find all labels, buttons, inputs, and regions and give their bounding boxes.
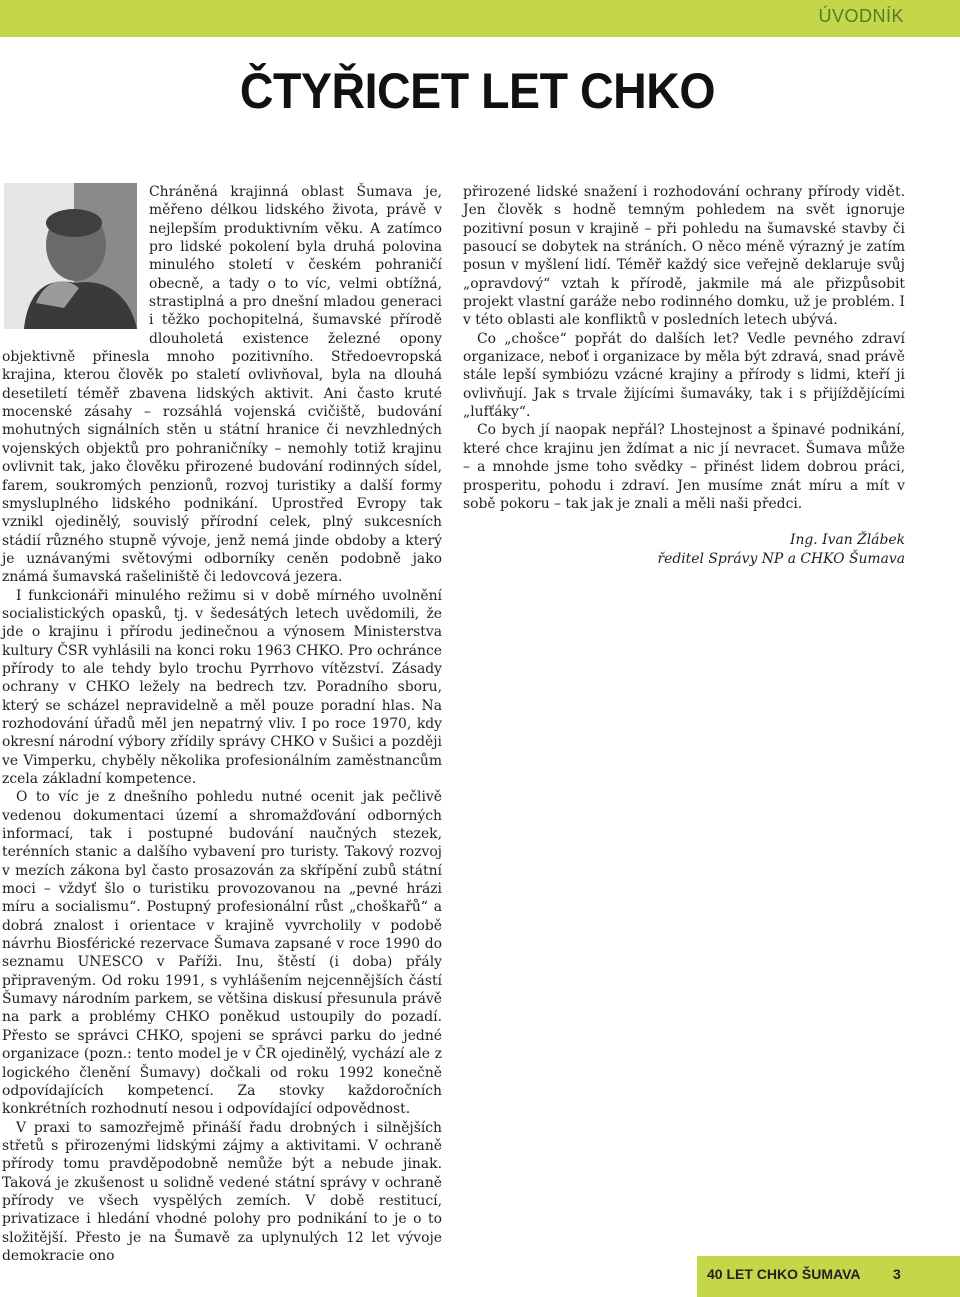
paragraph: Co bych jí naopak nepřál? Lhostejnost a špinavé podnikání, které chce krajinu jen ždímat a nic jí nevracet. Šumava může – a mnohde jsme toho svědky – přinést lidem dobrou práci, prosperitu, pohodu i zdraví. Jen musíme znát míru a mít v sobě pokoru – tak jak je znali a měli naši předci. [463,422,905,512]
page-number: 3 [893,1266,901,1282]
paragraph: I funkcionáři minulého režimu si v době mírného uvolnění socialistických opasků, tj. v šedesátých letech uvědomili, že jde o krajinu i přírodu jedinečnou a výnosem Ministerstva kultury ČSR vyhlásili na konci roku 1963 CHKO. Pro ochránce přírody to ale tehdy bylo trochu Pyrrhovo vítězství. Zásady ochrany v CHKO ležely na bedrech tzv. Poradního sboru, který se scházel nepravidelně a měl pouze poradní hlas. Na rozhodování úřadů měl jen nepatrný vliv. I po roce 1970, kdy okresní národní výbory zřídily správy CHKO v Sušici a později ve Vimperku, chyběly několika profesionálním zaměstnancům zcela základní kompetence. [2,587,442,787]
author-portrait-image [4,183,137,329]
publication-name: 40 LET CHKO ŠUMAVA [707,1266,861,1282]
author-name: Ing. Ivan Žlábek [789,532,905,549]
signature [463,531,905,569]
section-label: ÚVODNÍK [818,6,904,26]
article-column-right [463,183,905,569]
paragraph: přirozené lidské snažení i rozhodování ochrany přírody vidět. Jen člověk s hodně temným pohledem na svět ignoruje pozitivní posun v krajině – při pohledu na šumavské stavby či pasoucí se dobytek na stráních. O něco méně výrazný je zatím posun v myšlení lidí. Téměř každý sice veřejně deklaruje svůj „opravdový“ vztah k přírodě, jakmile má ale přizpůsobit projekt vlastní garáže nebo rodinného domku, už je problém. I v této oblasti ale konfliktů v posledních letech ubývá. [463,184,905,329]
article-column-left [2,183,442,1265]
top-accent-bar [0,0,960,37]
paragraph: V praxi to samozřejmě přináší řadu drobných i silnějších střetů s přirozenými lidskými zájmy a aktivitami. V ochraně přírody tomu pravděpodobně nemůže být a nebude jinak. Taková je zkušenost u solidně vedené státní správy v ochraně přírody ve všech vyspělých zemích. V době restitucí, privatizace i hledání vhodné polohy pro podnikání to je o to složitější. Přesto je na Šumavě za uplynulých 12 let vývoje demokracie ono [2,1119,442,1264]
paragraph: O to víc je z dnešního pohledu nutné ocenit jak pečlivě vedenou dokumentaci území a shromažďování odborných informací, tak i postupné budování naučných stezek, terénních stanic a dalšího vybavení pro turisty. Takový rozvoj v mezích zákona byl často prosazován za skřípění zubů státní moci – vždyť šlo o turistiku provozovanou na „pevné hrázi míru a socialismu“. Postupný profesionální růst „choškařů“ a dobrá znalost i orientace v krajině vyvrcholily v podobě návrhu Biosférické rezervace Šumava zapsané v roce 1990 do seznamu UNESCO v Paříži. Inu, štěstí (i doba) přály připraveným. Od roku 1991, s vyhlášením nejcennějších částí Šumavy národním parkem, se většina diskusí přesunula právě na park a problémy CHKO poněkud ustoupily do pozadí. Přesto se správci CHKO, spojeni se správci parku do jedné organizace (pozn.: tento model je v ČR ojedinělý, vychází ale z logického členění Šumavy) dočkali od roku 1992 konečně odpovídajících kompetencí. Za stovky každoročních konkrétních rozhodnutí nesou i odpovídající odpovědnost. [2,789,442,1118]
paragraph: Co „chošce“ popřát do dalších let? Vedle pevného zdraví organizace, neboť i organizace by měla být zdravá, snad právě stále lepší symbiózu vzácné krajiny a přírody s lidmi, kteří ji ovlivňují. Jak s trvale žijícími šumaváky, tak i s přijíždějícími „lufťáky“. [463,330,905,421]
author-role: ředitel Správy NP a CHKO Šumava [657,551,905,568]
article-title [0,62,960,120]
author-photo [4,183,137,329]
article-title-text: ČTYŘICET LET CHKO [239,63,715,119]
paragraph: Chráněná krajinná oblast Šumava je, měřeno délkou lidského života, právě v nejlepším produktivním věku. A zatímco pro lidské pokolení byla druhá polovina minulého století v českém pohraničí obecně, a tady o to víc, velmi obtížná, strastiplná a pro dnešní mladou generaci i těžko pochopitelná, šumavské přírodě dlouholetá existence železné opony objektivně přinesla mnoho pozitivního. Středoevropská krajina, kterou člověk po staletí ovlivňoval, byla na dlouhá desetiletí téměř zbavena lidských aktivit. Ani často kruté mocenské zásahy – rozsáhlá vojenská cvičiště, budování mohutných signálních stěn u státní hranice či nevzhledných vojenských objektů pro pohraničníky – nemohly totiž krajinu ovlivnit tak, jako člověku přirozené budování rodinných sídel, farem, soukromých penzionů, rozvoj turistiky a další formy smysluplného lidského podnikání. Uprostřed Evropy tak vznikl ojedinělý, souvislý přírodní celek, plný sukcesních stádií různého stupně vývoje, jenž nemá jinde obdoby a který je uznávanými světovými odborníky ceněn podobně jako známá šumavská rašeliniště či ledovcová jezera. [2,184,442,586]
